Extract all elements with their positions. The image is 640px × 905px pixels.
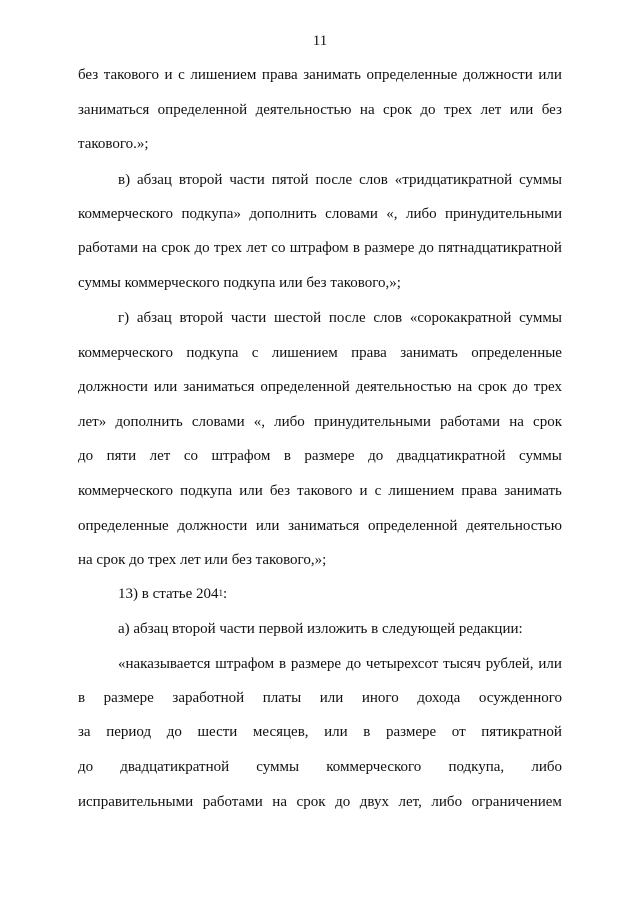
word: со bbox=[271, 240, 286, 256]
word: без bbox=[541, 102, 562, 118]
word: «тридцатикратной bbox=[394, 172, 513, 188]
word: слов bbox=[359, 172, 388, 188]
word: до bbox=[335, 794, 351, 810]
word: работами bbox=[78, 240, 139, 256]
word: суммы bbox=[519, 448, 562, 464]
word: размере bbox=[290, 656, 342, 672]
word: трех bbox=[213, 240, 243, 256]
word: до bbox=[194, 240, 210, 256]
word: заработной bbox=[172, 690, 245, 706]
word: осужденного bbox=[478, 690, 562, 706]
word: тысяч bbox=[443, 656, 481, 672]
word: в bbox=[283, 448, 291, 464]
word: в bbox=[278, 656, 287, 672]
word: коммерческого bbox=[78, 483, 174, 499]
word: до bbox=[512, 379, 528, 395]
word: дополнить bbox=[249, 206, 317, 222]
word: коммерческого bbox=[326, 759, 422, 775]
word: права bbox=[261, 67, 298, 83]
text-line bbox=[78, 724, 562, 741]
word: такового bbox=[297, 483, 353, 499]
word: без bbox=[78, 67, 99, 83]
word: или bbox=[255, 518, 280, 534]
word: определенной bbox=[367, 518, 458, 534]
word: на bbox=[272, 794, 287, 810]
word: двух bbox=[359, 794, 389, 810]
article-heading-suffix: : bbox=[223, 586, 228, 602]
word: должности bbox=[177, 518, 248, 534]
word: до bbox=[418, 240, 434, 256]
word: определенной bbox=[157, 102, 248, 118]
word: шести bbox=[197, 724, 238, 740]
word: размере bbox=[386, 724, 437, 740]
word: исправительными bbox=[78, 794, 194, 810]
word: до bbox=[166, 724, 182, 740]
word: коммерческого bbox=[78, 206, 174, 222]
word: срок bbox=[477, 379, 507, 395]
word: лет» bbox=[78, 414, 107, 430]
word: от bbox=[451, 724, 466, 740]
word: абзац bbox=[137, 172, 172, 188]
word: либо bbox=[405, 206, 437, 222]
word: лишением bbox=[271, 345, 338, 361]
word: пятнадцатикратной bbox=[438, 240, 562, 256]
word: и bbox=[359, 483, 368, 499]
word: в bbox=[363, 724, 371, 740]
word: или bbox=[319, 690, 344, 706]
word: лет, bbox=[398, 794, 422, 810]
word: шестой bbox=[274, 310, 322, 326]
word: такового bbox=[103, 67, 159, 83]
word: части bbox=[229, 172, 265, 188]
word: размере bbox=[103, 690, 154, 706]
word: работами bbox=[440, 414, 501, 430]
word: до bbox=[345, 656, 362, 672]
word: определенные bbox=[78, 518, 169, 534]
word: определенной bbox=[260, 379, 350, 395]
word: на bbox=[142, 240, 157, 256]
word: подкупа» bbox=[181, 206, 241, 222]
word: либо bbox=[531, 759, 562, 775]
word: второй bbox=[179, 310, 224, 326]
text-line bbox=[118, 310, 562, 327]
word: «сорокакратной bbox=[409, 310, 512, 326]
word: «наказывается bbox=[118, 656, 211, 672]
text-line bbox=[78, 240, 562, 257]
word: без bbox=[269, 483, 291, 499]
word: лет bbox=[246, 240, 268, 256]
word: рублей, bbox=[485, 656, 534, 672]
word: четырехсот bbox=[365, 656, 439, 672]
word: деятельностью bbox=[466, 518, 562, 534]
word: деятельностью bbox=[355, 379, 452, 395]
word: суммы bbox=[519, 172, 562, 188]
word: подкупа bbox=[180, 483, 233, 499]
text-line bbox=[78, 794, 562, 811]
word: дохода bbox=[417, 690, 461, 706]
word: в bbox=[78, 690, 86, 706]
word: до bbox=[78, 448, 94, 464]
word: права bbox=[351, 345, 387, 361]
word: срок bbox=[533, 414, 562, 430]
page-number: 11 bbox=[312, 33, 328, 49]
word: срок bbox=[161, 240, 191, 256]
article-heading-text: 13) в статье 204 bbox=[118, 586, 219, 602]
word: лишением bbox=[388, 483, 455, 499]
word: пятой bbox=[271, 172, 309, 188]
word: после bbox=[315, 172, 353, 188]
word: «, bbox=[253, 414, 265, 430]
word: или bbox=[153, 379, 178, 395]
word: за bbox=[78, 724, 91, 740]
word: принудительными bbox=[313, 414, 431, 430]
word: с bbox=[178, 67, 185, 83]
word: в) bbox=[118, 172, 131, 188]
word: или bbox=[324, 724, 348, 740]
text-line bbox=[78, 518, 562, 535]
text-line bbox=[78, 414, 562, 431]
word: занимать bbox=[504, 483, 562, 499]
word: штрафом bbox=[211, 448, 271, 464]
word: подкупа bbox=[186, 345, 239, 361]
word: суммы bbox=[256, 759, 300, 775]
word: иного bbox=[361, 690, 399, 706]
text-line: суммы коммерческого подкупа или без такового,»; bbox=[78, 275, 401, 291]
word: суммы bbox=[519, 310, 562, 326]
text-line bbox=[78, 448, 562, 465]
word: должности bbox=[78, 379, 148, 395]
word: абзац bbox=[136, 310, 172, 326]
word: или bbox=[239, 483, 263, 499]
word: занимать bbox=[400, 345, 458, 361]
article-heading-line bbox=[118, 586, 562, 603]
word: подкупа, bbox=[448, 759, 505, 775]
word: в bbox=[352, 240, 360, 256]
word: лишением bbox=[190, 67, 257, 83]
word: пяти bbox=[106, 448, 137, 464]
text-line bbox=[78, 102, 562, 119]
word: или bbox=[509, 102, 534, 118]
text-line bbox=[78, 345, 562, 362]
word: штрафом bbox=[215, 656, 275, 672]
word: дополнить bbox=[115, 414, 183, 430]
text-line bbox=[118, 172, 562, 189]
word: размере bbox=[304, 448, 355, 464]
word: месяцев, bbox=[252, 724, 309, 740]
text-line: такового.»; bbox=[78, 136, 149, 152]
word: работами bbox=[202, 794, 263, 810]
word: со bbox=[183, 448, 198, 464]
word: до bbox=[78, 759, 94, 775]
text-line bbox=[78, 206, 562, 223]
word: срок bbox=[296, 794, 326, 810]
word: на bbox=[457, 379, 473, 395]
word: части bbox=[230, 310, 267, 326]
word: штрафом bbox=[289, 240, 349, 256]
word: размере bbox=[364, 240, 415, 256]
word: платы bbox=[262, 690, 302, 706]
word: лет bbox=[149, 448, 171, 464]
word: словами bbox=[191, 414, 245, 430]
word: лет bbox=[480, 102, 502, 118]
text-line bbox=[78, 67, 562, 84]
word: и bbox=[164, 67, 173, 83]
word: до bbox=[368, 448, 384, 464]
text-line: на срок до трех лет или без такового,»; bbox=[78, 552, 327, 568]
word: пятикратной bbox=[481, 724, 562, 740]
word: до bbox=[420, 102, 436, 118]
word: деятельностью bbox=[255, 102, 352, 118]
text-line bbox=[118, 656, 562, 673]
word: период bbox=[106, 724, 152, 740]
word: занимать bbox=[303, 67, 361, 83]
text-line: а) абзац второй части первой изложить в следующей редакции: bbox=[118, 621, 523, 637]
word: коммерческого bbox=[78, 345, 174, 361]
word: срок bbox=[383, 102, 412, 118]
word: права bbox=[461, 483, 498, 499]
word: после bbox=[328, 310, 366, 326]
word: заниматься bbox=[183, 379, 255, 395]
word: двадцатикратной bbox=[396, 448, 506, 464]
word: на bbox=[359, 102, 375, 118]
word: словами bbox=[325, 206, 378, 222]
word: «, bbox=[386, 206, 398, 222]
word: заниматься bbox=[78, 102, 150, 118]
word: ограничением bbox=[471, 794, 562, 810]
word: принудительными bbox=[445, 206, 562, 222]
word: должности bbox=[462, 67, 533, 83]
word: трех bbox=[443, 102, 473, 118]
article-superscript: 1 bbox=[218, 588, 224, 598]
word: заниматься bbox=[288, 518, 360, 534]
word: определенные bbox=[366, 67, 458, 83]
text-line bbox=[78, 759, 562, 776]
word: с bbox=[374, 483, 382, 499]
word: трех bbox=[533, 379, 562, 395]
word: слов bbox=[373, 310, 403, 326]
word: с bbox=[251, 345, 259, 361]
word: либо bbox=[274, 414, 305, 430]
word: г) bbox=[118, 310, 130, 326]
text-line bbox=[78, 379, 562, 396]
word: на bbox=[509, 414, 524, 430]
word: определенные bbox=[471, 345, 562, 361]
text-line bbox=[78, 690, 562, 707]
word: двадцатикратной bbox=[120, 759, 230, 775]
word: или bbox=[538, 67, 562, 83]
word: либо bbox=[431, 794, 463, 810]
word: второй bbox=[178, 172, 223, 188]
word: или bbox=[538, 656, 562, 672]
text-line bbox=[78, 483, 562, 500]
